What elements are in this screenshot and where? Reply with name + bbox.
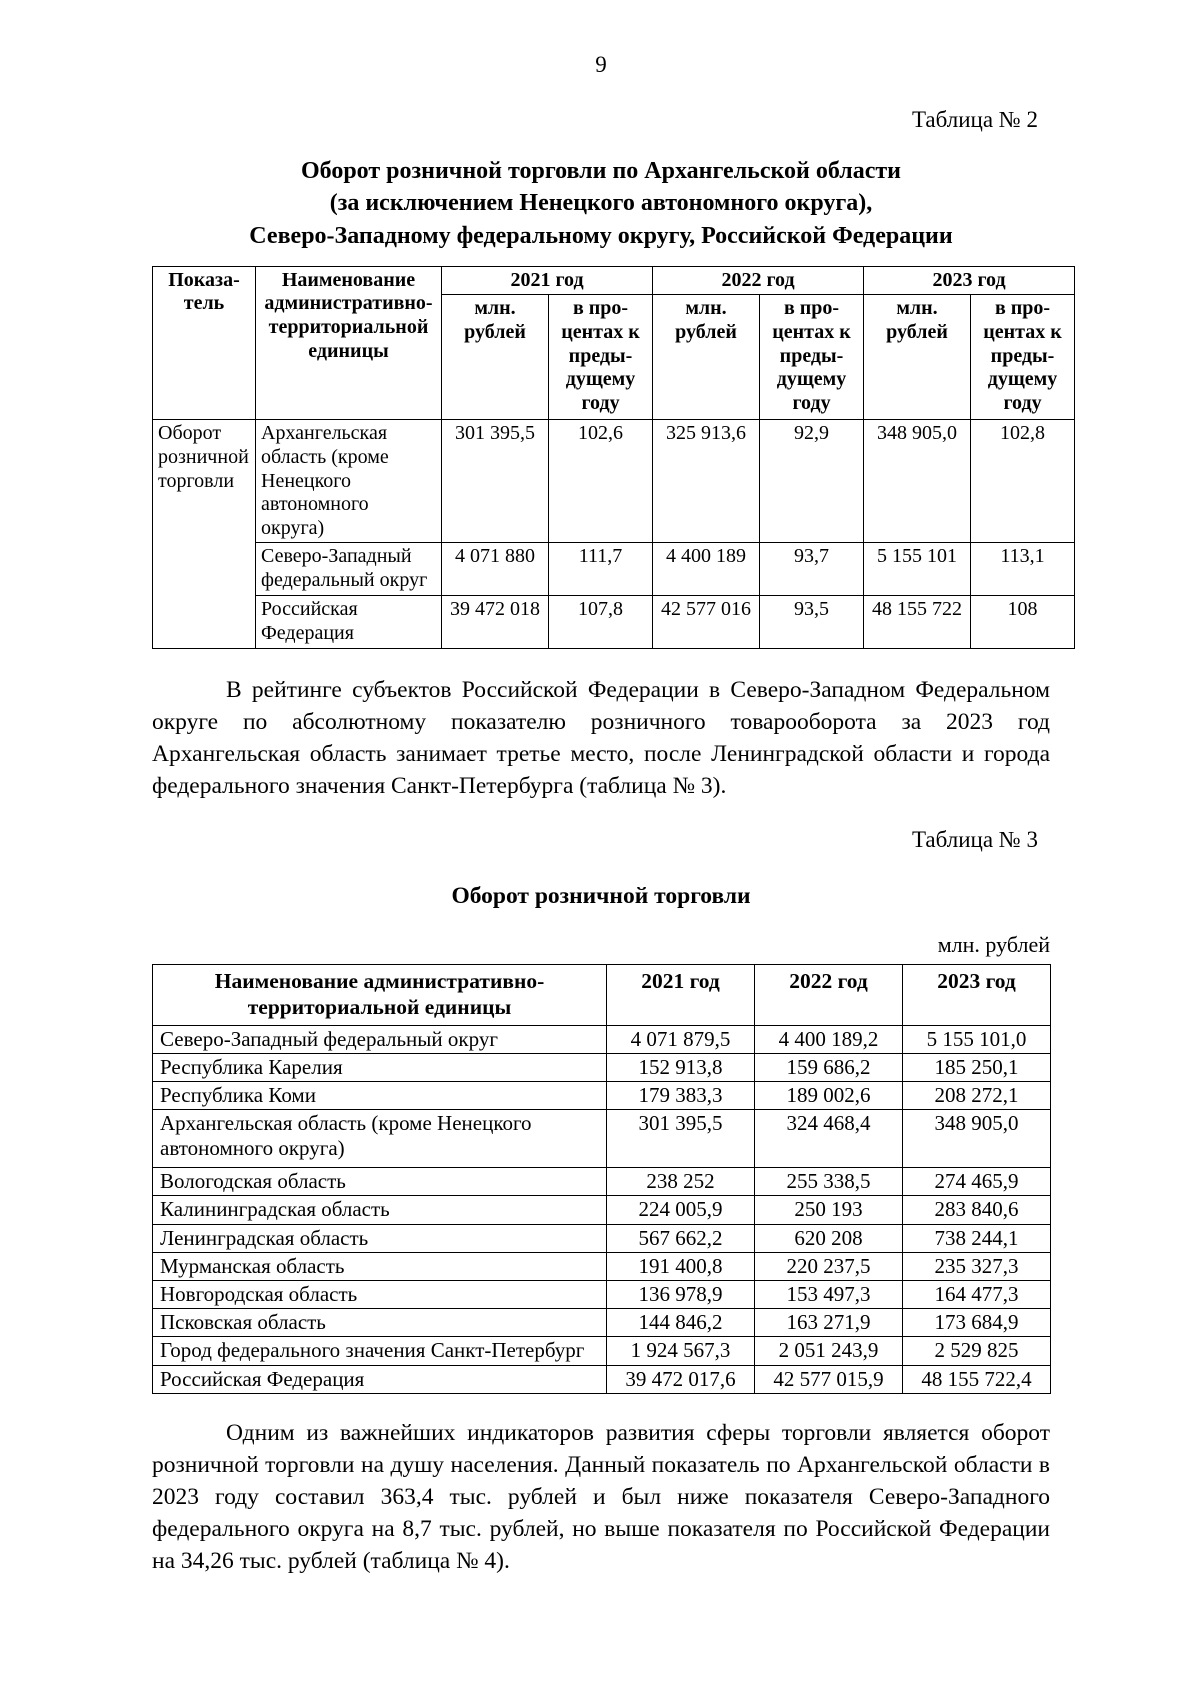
table3-row0-name: Северо-Западный федеральный округ xyxy=(153,1025,607,1053)
table3-row10-v2021: 1 924 567,3 xyxy=(607,1337,755,1365)
table2-header-pct-2023: в про-центах к преды-дущему году xyxy=(971,295,1075,420)
table2-title-line-2: (за исключением Ненецкого автономного округа), xyxy=(329,190,873,217)
table2-row0-p2022: 92,9 xyxy=(760,420,864,543)
table2-title-line-1: Оборот розничной торговли по Архангельской области xyxy=(300,158,901,185)
table-row xyxy=(153,1196,1051,1224)
table3-row11-v2023: 48 155 722,4 xyxy=(903,1365,1051,1393)
table3-title: Оборот розничной торговли xyxy=(451,883,751,910)
table-row xyxy=(153,1168,1051,1196)
table2-row2-v2021: 39 472 018 xyxy=(442,596,549,649)
table2-caption: Таблица № 2 xyxy=(911,107,1038,133)
table3-row3-v2022: 324 468,4 xyxy=(755,1110,903,1168)
table3-row3-v2023: 348 905,0 xyxy=(903,1110,1051,1168)
table-row xyxy=(153,1053,1051,1081)
table2-row2-p2021: 107,8 xyxy=(549,596,653,649)
table3-row9-v2022: 163 271,9 xyxy=(755,1309,903,1337)
table3-row10-name: Город федерального значения Санкт-Петербург xyxy=(153,1337,607,1365)
table2-row1-v2021: 4 071 880 xyxy=(442,543,549,596)
table2-header-indicator: Показа- тель xyxy=(153,266,256,420)
table3-row5-v2022: 250 193 xyxy=(755,1196,903,1224)
table3-row4-name: Вологодская область xyxy=(153,1168,607,1196)
table3-row8-name: Новгородская область xyxy=(153,1281,607,1309)
table2-row2-p2023: 108 xyxy=(971,596,1075,649)
table3-row7-v2022: 220 237,5 xyxy=(755,1252,903,1280)
table2-header-year-2022: 2022 год xyxy=(653,266,864,295)
page-number: 9 xyxy=(595,52,607,77)
table3-row10-v2022: 2 051 243,9 xyxy=(755,1337,903,1365)
table-row xyxy=(153,596,1075,649)
table-row xyxy=(153,1281,1051,1309)
table3-row2-v2023: 208 272,1 xyxy=(903,1082,1051,1110)
table3-row3-name: Архангельская область (кроме Ненецкого автономного округа) xyxy=(153,1110,607,1168)
table3-header-2023: 2023 год xyxy=(903,965,1051,1026)
table3-header-name: Наименование административно-территориальной единицы xyxy=(153,965,607,1026)
paragraph-ranking: В рейтинге субъектов Российской Федерации в Северо-Западном Федеральном округе по абсолютному показателю розничного товарооборота за 2023 год Архангельская область занимает третье место, после Ленинградской области и города федерального значения Санкт-Петербурга (таблица № 3). xyxy=(152,677,1050,800)
paragraph-per-capita: Одним из важнейших индикаторов развития сферы торговли является оборот розничной торговли на душу населения. Данный показатель по Архангельской области в 2023 году составил 363,4 тыс. рублей и был ниже показателя Северо-Западного федерального округа на 8,7 тыс. рублей, но выше показателя по Российской Федерации на 34,26 тыс. рублей (таблица № 4). xyxy=(152,1419,1050,1574)
table3-row10-v2023: 2 529 825 xyxy=(903,1337,1051,1365)
table-row xyxy=(153,1082,1051,1110)
table2-row1-v2022: 4 400 189 xyxy=(653,543,760,596)
table3-row2-name: Республика Коми xyxy=(153,1082,607,1110)
table2-row2-name: Российская Федерация xyxy=(256,596,442,649)
table2-row2-v2023: 48 155 722 xyxy=(864,596,971,649)
table3-header-2022: 2022 год xyxy=(755,965,903,1026)
table3-row11-v2021: 39 472 017,6 xyxy=(607,1365,755,1393)
table3-row0-v2023: 5 155 101,0 xyxy=(903,1025,1051,1053)
table3-row2-v2021: 179 383,3 xyxy=(607,1082,755,1110)
table3-row8-v2022: 153 497,3 xyxy=(755,1281,903,1309)
table2-row0-v2021: 301 395,5 xyxy=(442,420,549,543)
table3-row4-v2023: 274 465,9 xyxy=(903,1168,1051,1196)
table2-title-line-3: Северо-Западному федеральному округу, Российской Федерации xyxy=(249,222,953,249)
table3-units: млн. рублей xyxy=(937,932,1050,958)
table-retail-turnover-summary xyxy=(152,266,1075,650)
table3-row7-name: Мурманская область xyxy=(153,1252,607,1280)
table2-header-mln-2021: млн. рублей xyxy=(442,295,549,420)
table3-row6-v2021: 567 662,2 xyxy=(607,1224,755,1252)
table3-row2-v2022: 189 002,6 xyxy=(755,1082,903,1110)
table-row xyxy=(153,420,1075,543)
table3-row4-v2022: 255 338,5 xyxy=(755,1168,903,1196)
table2-row1-p2022: 93,7 xyxy=(760,543,864,596)
table3-row11-v2022: 42 577 015,9 xyxy=(755,1365,903,1393)
table-row xyxy=(153,1252,1051,1280)
table3-row9-name: Псковская область xyxy=(153,1309,607,1337)
table2-header-row-1 xyxy=(153,266,1075,295)
table-row xyxy=(153,1337,1051,1365)
table2-header-name: Наименование административно-территориальной единицы xyxy=(256,266,442,420)
table2-header-pct-2021: в про-центах к преды-дущему году xyxy=(549,295,653,420)
table2-row0-p2021: 102,6 xyxy=(549,420,653,543)
table2-header-year-2021: 2021 год xyxy=(442,266,653,295)
table-retail-turnover-regions xyxy=(152,964,1051,1394)
table3-row5-v2021: 224 005,9 xyxy=(607,1196,755,1224)
table2-row1-p2021: 111,7 xyxy=(549,543,653,596)
table-row xyxy=(153,1110,1051,1168)
table3-row8-v2023: 164 477,3 xyxy=(903,1281,1051,1309)
table-row xyxy=(153,1365,1051,1393)
table3-row0-v2021: 4 071 879,5 xyxy=(607,1025,755,1053)
table2-row1-name: Северо-Западный федеральный округ xyxy=(256,543,442,596)
table2-row1-p2023: 113,1 xyxy=(971,543,1075,596)
table2-title xyxy=(152,155,1050,251)
table2-row2-v2022: 42 577 016 xyxy=(653,596,760,649)
table2-row0-v2023: 348 905,0 xyxy=(864,420,971,543)
table3-row3-v2021: 301 395,5 xyxy=(607,1110,755,1168)
table3-row4-v2021: 238 252 xyxy=(607,1168,755,1196)
table3-row1-v2022: 159 686,2 xyxy=(755,1053,903,1081)
table3-row5-name: Калининградская область xyxy=(153,1196,607,1224)
table3-row7-v2021: 191 400,8 xyxy=(607,1252,755,1280)
table-row xyxy=(153,1224,1051,1252)
table2-header-mln-2023: млн. рублей xyxy=(864,295,971,420)
table2-row0-p2023: 102,8 xyxy=(971,420,1075,543)
table-row xyxy=(153,543,1075,596)
table-row xyxy=(153,1309,1051,1337)
table2-row0-v2022: 325 913,6 xyxy=(653,420,760,543)
table3-row1-v2023: 185 250,1 xyxy=(903,1053,1051,1081)
table2-row0-name: Архангельская область (кроме Ненецкого автономного округа) xyxy=(256,420,442,543)
table-row xyxy=(153,1025,1051,1053)
table3-row9-v2023: 173 684,9 xyxy=(903,1309,1051,1337)
table3-row5-v2023: 283 840,6 xyxy=(903,1196,1051,1224)
table3-row9-v2021: 144 846,2 xyxy=(607,1309,755,1337)
table3-row11-name: Российская Федерация xyxy=(153,1365,607,1393)
table3-row8-v2021: 136 978,9 xyxy=(607,1281,755,1309)
table3-row0-v2022: 4 400 189,2 xyxy=(755,1025,903,1053)
table2-row1-v2023: 5 155 101 xyxy=(864,543,971,596)
table2-header-year-2023: 2023 год xyxy=(864,266,1075,295)
table3-header-2021: 2021 год xyxy=(607,965,755,1026)
table3-row7-v2023: 235 327,3 xyxy=(903,1252,1051,1280)
table3-row6-v2022: 620 208 xyxy=(755,1224,903,1252)
table3-caption: Таблица № 3 xyxy=(911,827,1038,853)
table3-row1-v2021: 152 913,8 xyxy=(607,1053,755,1081)
table3-header-row xyxy=(153,965,1051,1026)
table2-row2-p2022: 93,5 xyxy=(760,596,864,649)
table3-row1-name: Республика Карелия xyxy=(153,1053,607,1081)
table2-header-mln-2022: млн. рублей xyxy=(653,295,760,420)
table2-header-pct-2022: в про-центах к преды-дущему году xyxy=(760,295,864,420)
table3-row6-name: Ленинградская область xyxy=(153,1224,607,1252)
table3-row6-v2023: 738 244,1 xyxy=(903,1224,1051,1252)
table2-indicator-label: Оборот розничной торговли xyxy=(153,420,256,649)
